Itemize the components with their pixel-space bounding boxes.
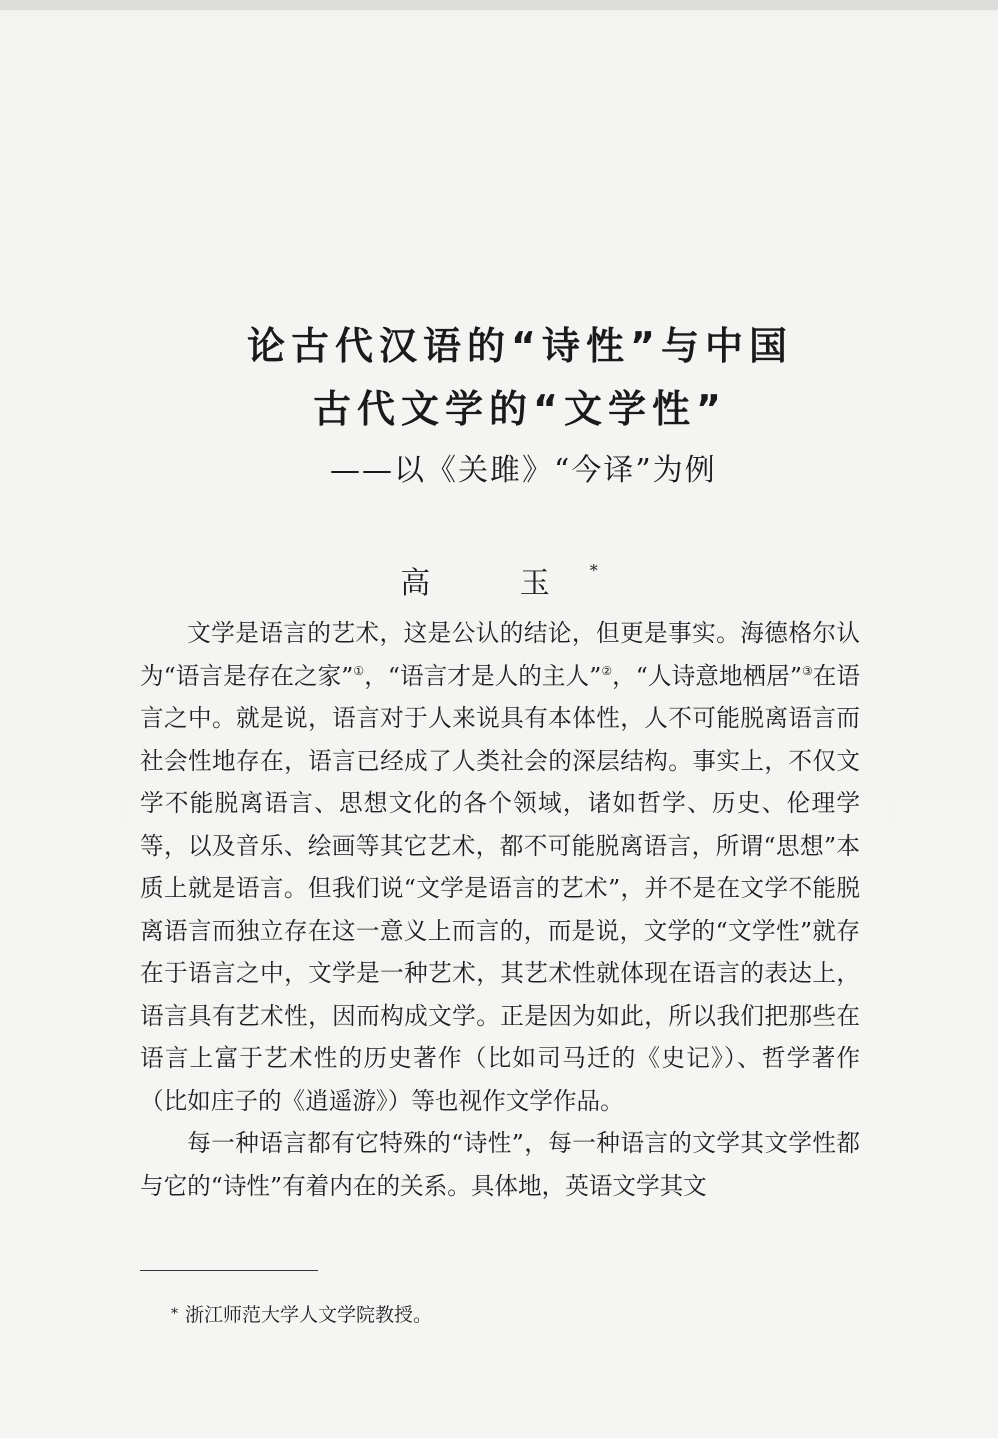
footnote-ref-2: ②	[601, 663, 613, 678]
scan-top-edge	[0, 0, 998, 10]
footnote-ref-1: ①	[353, 663, 365, 678]
bleed-through	[140, 190, 860, 220]
paragraph-1-text-c: ，“人诗意地栖居”	[612, 661, 802, 690]
article-body	[140, 612, 860, 1207]
paragraph-1-text-d: 在语言之中。就是说，语言对于人来说具有本体性，人不可能脱离语言而社会性地存在，语言已经成了人类社会的深层结构。事实上，不仅文学不能脱离语言、思想文化的各个领域，诸如哲学、历史、伦理学等，以及音乐、绘画等其它艺术，都不可能脱离语言，所谓“思想”本质上就是语言。但我们说“文学是语言的艺术”，并不是在文学不能脱离语言而独立存在这一意义上而言的，而是说，文学的“文学性”就存在于语言之中，文学是一种艺术，其艺术性就体现在语言的表达上，语言具有艺术性，因而构成文学。正是因为如此，所以我们把那些在语言上富于艺术性的历史著作（比如司马迁的《史记》）、哲学著作（比如庄子的《逍遥游》）等也视作文学作品。	[140, 661, 861, 1115]
footnote-ref-3: ③	[801, 663, 813, 678]
author-name: 高 玉	[400, 566, 590, 601]
paragraph-1	[140, 612, 860, 1122]
paragraph-1-text-a: 文学是语言的艺术，这是公认的结论，但更是事实。海德格尔认为“语言是存在之家”	[140, 619, 860, 690]
footnote-divider	[140, 1270, 318, 1271]
author-line	[0, 558, 998, 602]
footnote-marker: *	[171, 1306, 178, 1322]
article-subtitle: ——以《关雎》“今译”为例	[330, 453, 717, 488]
footnote	[171, 1300, 785, 1327]
paragraph-2: 每一种语言都有它特殊的“诗性”，每一种语言的文学其文学性都与它的“诗性”有着内在的关系。具体地，英语文学其文	[140, 1129, 860, 1200]
footnote-text: 浙江师范大学人文学院教授。	[185, 1304, 433, 1326]
article-title-line2: 古代文学的“文学性”	[313, 387, 727, 431]
author-footnote-marker: *	[589, 561, 598, 580]
paragraph-1-text-b: ，“语言才是人的主人”	[364, 661, 602, 690]
article-title-line1: 论古代汉语的“诗性”与中国	[247, 324, 793, 368]
